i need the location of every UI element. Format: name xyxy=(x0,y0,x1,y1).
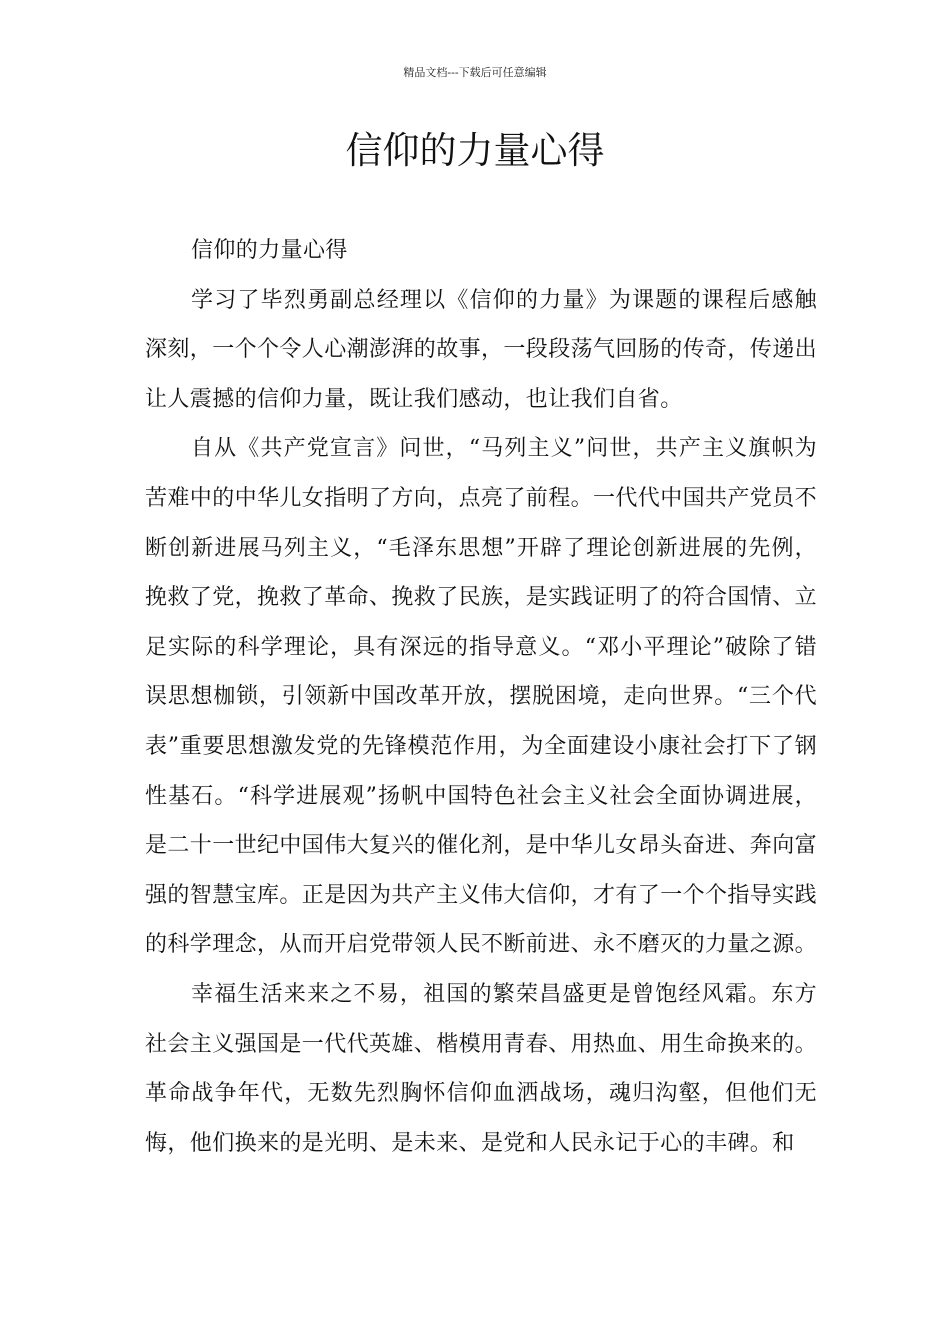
paragraph: 自从《共产党宣言》问世，“马列主义”问世，共产主义旗帜为苦难中的中华儿女指明了方向，点亮了前程。一代代中国共产党员不断创新进展马列主义，“毛泽东思想”开辟了理论创新进展的先例，挽救了党，挽救了革命、挽救了民族，是实践证明了的符合国情、立足实际的科学理论，具有深远的指导意义。“邓小平理论”破除了错误思想枷锁，引领新中国改革开放，摆脱困境，走向世界。“三个代表”重要思想激发党的先锋模范作用，为全面建设小康社会打下了钢性基石。“科学进展观”扬帆中国特色社会主义社会全面协调进展，是二十一世纪中国伟大复兴的催化剂，是中华儿女昂头奋进、奔向富强的智慧宝库。正是因为共产主义伟大信仰，才有了一个个指导实践的科学理念，从而开启党带领人民不断前进、永不磨灭的力量之源。 xyxy=(145,436,818,958)
header-note: 精品文档---下载后可任意编辑 xyxy=(403,66,547,79)
paragraph: 幸福生活来来之不易，祖国的繁荣昌盛更是曾饱经风霜。东方社会主义强国是一代代英雄、楷模用青春、用热血、用生命换来的。革命战争年代，无数先烈胸怀信仰血洒战场，魂归沟壑，但他们无悔，他们换来的是光明、是未来、是党和人民永记于心的丰碑。和 xyxy=(145,981,818,1156)
paragraph: 学习了毕烈勇副总经理以《信仰的力量》为课题的课程后感触深刻，一个个令人心潮澎湃的故事，一段段荡气回肠的传奇，传递出让人震撼的信仰力量，既让我们感动，也让我们自省。 xyxy=(145,287,818,412)
paragraph-subtitle: 信仰的力量心得 xyxy=(191,238,348,263)
document-title: 信仰的力量心得 xyxy=(345,129,605,172)
document-body xyxy=(145,226,817,1168)
